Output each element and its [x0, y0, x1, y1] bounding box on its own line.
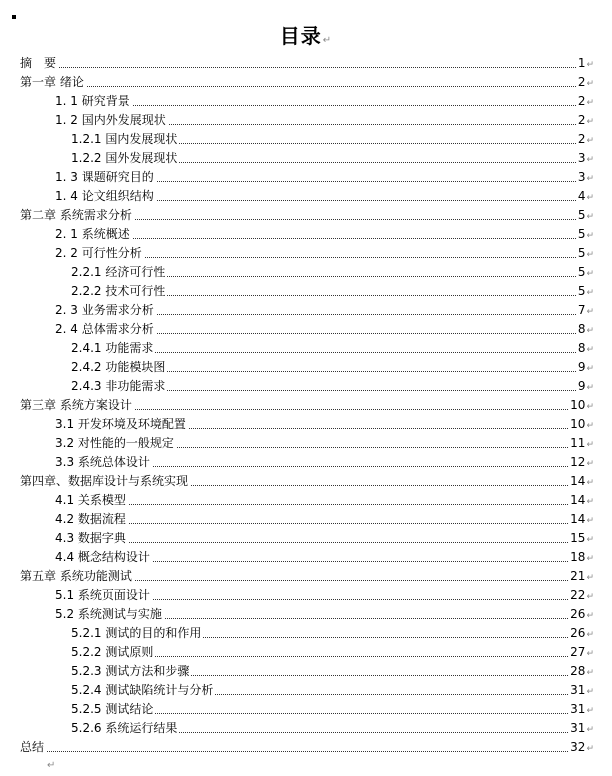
toc-entry-text: 5.2 系统测试与实施: [55, 605, 164, 624]
toc-entry-text: 1. 4 论文组织结构: [55, 187, 156, 206]
toc-page-number: 2: [577, 75, 586, 89]
toc-entry-page: [568, 719, 594, 740]
toc-entry[interactable]: [0, 491, 612, 510]
toc-entry[interactable]: [0, 54, 612, 73]
toc-entry-page: [576, 54, 594, 75]
toc-entry-text: 2. 1 系统概述: [55, 225, 132, 244]
toc-entry-text: 2.4.1 功能需求: [71, 339, 155, 358]
toc-entry-text: 摘 要: [20, 54, 58, 73]
toc-entry[interactable]: [0, 377, 612, 396]
toc-page-number: 1: [577, 56, 586, 70]
toc-entry[interactable]: [0, 396, 612, 415]
toc-entry-page: [576, 244, 594, 265]
paragraph-mark-icon: ↵: [586, 383, 594, 393]
toc-page-number: 4: [577, 189, 586, 203]
toc-entry-page: [568, 567, 594, 588]
toc-page-number: 31: [570, 721, 586, 735]
toc-entry[interactable]: [0, 700, 612, 719]
toc-page-number: 9: [577, 360, 586, 374]
paragraph-mark-icon: ↵: [586, 687, 594, 697]
toc-entry-page: [576, 263, 594, 284]
toc-entry-page: [576, 225, 594, 246]
toc-entry[interactable]: [0, 263, 612, 282]
toc-entry-page: [576, 358, 594, 379]
toc-page-number: 5: [577, 284, 586, 298]
paragraph-mark-icon: ↵: [47, 760, 56, 771]
paragraph-mark-icon: ↵: [586, 725, 594, 735]
toc-entry-text: 1.2.2 国外发展现状: [71, 149, 179, 168]
toc-entry-text: 2.4.2 功能模块图: [71, 358, 167, 377]
toc-entry-page: [568, 529, 594, 550]
toc-entry[interactable]: [0, 662, 612, 681]
paragraph-mark-icon: ↵: [586, 421, 594, 431]
toc-entry[interactable]: [0, 111, 612, 130]
toc-entry-text: 3.3 系统总体设计: [55, 453, 152, 472]
toc-page-number: 21: [570, 569, 586, 583]
toc-entry[interactable]: [0, 719, 612, 738]
toc-entry[interactable]: [0, 453, 612, 472]
toc-entry[interactable]: [0, 168, 612, 187]
toc-entry-text: 2. 3 业务需求分析: [55, 301, 156, 320]
toc-entry-page: [568, 586, 594, 607]
paragraph-mark-icon: ↵: [586, 174, 594, 184]
toc-entry[interactable]: [0, 225, 612, 244]
toc-entry-text: 2. 2 可行性分析: [55, 244, 144, 263]
paragraph-mark-icon: ↵: [586, 478, 594, 488]
toc-entry-page: [576, 149, 594, 170]
paragraph-mark-icon: ↵: [586, 440, 594, 450]
toc-entry[interactable]: [0, 415, 612, 434]
toc-page-number: 9: [577, 379, 586, 393]
paragraph-mark-icon: ↵: [586, 60, 594, 70]
toc-entry[interactable]: [0, 586, 612, 605]
toc-page-number: 10: [570, 417, 586, 431]
toc-entry[interactable]: [0, 130, 612, 149]
paragraph-mark-icon: ↵: [586, 307, 594, 317]
toc-entry-text: 1. 1 研究背景: [55, 92, 132, 111]
toc-entry-text: 3.1 开发环境及环境配置: [55, 415, 188, 434]
toc-entry-text: 5.1 系统页面设计: [55, 586, 152, 605]
paragraph-mark-icon: ↵: [586, 326, 594, 336]
paragraph-anchor-marker: [12, 15, 16, 19]
toc-entry-text: 5.2.1 测试的目的和作用: [71, 624, 203, 643]
toc-entry[interactable]: [0, 567, 612, 586]
paragraph-mark-icon: ↵: [586, 193, 594, 203]
toc-page-number: 8: [577, 322, 586, 336]
toc-entry[interactable]: [0, 206, 612, 225]
toc-entry-text: 2.2.1 经济可行性: [71, 263, 167, 282]
toc-entry[interactable]: [0, 681, 612, 700]
toc-page-number: 5: [577, 246, 586, 260]
toc-page-number: 22: [570, 588, 586, 602]
toc-entry[interactable]: [0, 282, 612, 301]
toc-entry-page: [568, 700, 594, 721]
paragraph-mark-icon: ↵: [586, 554, 594, 564]
paragraph-mark-icon: ↵: [586, 592, 594, 602]
toc-entry-page: [568, 472, 594, 493]
toc-entry-page: [568, 681, 594, 702]
toc-page-number: 12: [570, 455, 586, 469]
paragraph-mark-icon: ↵: [586, 288, 594, 298]
toc-leader-dots: [55, 542, 584, 543]
toc-page-number: 28: [570, 664, 586, 678]
toc-entry-text: 3.2 对性能的一般规定: [55, 434, 176, 453]
toc-entry-text: 2. 4 总体需求分析: [55, 320, 156, 339]
paragraph-mark-icon: ↵: [586, 630, 594, 640]
paragraph-mark-icon: ↵: [586, 706, 594, 716]
toc-entry-text: 5.2.4 测试缺陷统计与分析: [71, 681, 215, 700]
toc-entry[interactable]: [0, 320, 612, 339]
toc-entry-text: 1. 2 国内外发展现状: [55, 111, 168, 130]
toc-entry-page: [576, 187, 594, 208]
toc-entry-text: 5.2.3 测试方法和步骤: [71, 662, 191, 681]
paragraph-mark-icon: ↵: [586, 573, 594, 583]
toc-entry-text: 第四章、数据库设计与系统实现: [20, 472, 190, 491]
toc-page-number: 15: [570, 531, 586, 545]
toc-entry-page: [568, 434, 594, 455]
toc-entry-text: 4.2 数据流程: [55, 510, 128, 529]
toc-entry-text: 1. 3 课题研究目的: [55, 168, 156, 187]
toc-entry-page: [576, 301, 594, 322]
toc-leader-dots: [55, 238, 584, 239]
toc-entry-page: [568, 643, 594, 664]
toc-entry[interactable]: [0, 643, 612, 662]
paragraph-mark-icon: ↵: [586, 250, 594, 260]
paragraph-mark-icon: ↵: [586, 535, 594, 545]
toc-entry[interactable]: [0, 187, 612, 206]
toc-entry[interactable]: [0, 149, 612, 168]
toc-leader-dots: [55, 523, 584, 524]
toc-page-number: 5: [577, 265, 586, 279]
toc-entry-page: [568, 491, 594, 512]
toc-page-number: 7: [577, 303, 586, 317]
toc-leader-dots: [55, 105, 584, 106]
toc-page-number: 3: [577, 151, 586, 165]
toc-entry-text: 4.1 关系模型: [55, 491, 128, 510]
paragraph-mark-icon: ↵: [586, 98, 594, 108]
toc-entry[interactable]: [0, 358, 612, 377]
paragraph-mark-icon: ↵: [586, 611, 594, 621]
toc-page-number: 2: [577, 113, 586, 127]
toc-entry[interactable]: [0, 529, 612, 548]
toc-entry[interactable]: [0, 510, 612, 529]
paragraph-mark-icon: ↵: [586, 345, 594, 355]
toc-page-number: 2: [577, 132, 586, 146]
toc-leader-dots: [20, 86, 584, 87]
toc-entry-page: [568, 453, 594, 474]
paragraph-mark-icon: ↵: [586, 516, 594, 526]
toc-entry-page: [576, 111, 594, 132]
toc-page-number: 14: [570, 474, 586, 488]
toc-entry-page: [568, 510, 594, 531]
toc-entry[interactable]: [0, 301, 612, 320]
toc-page-number: 14: [570, 493, 586, 507]
toc-entry-page: [576, 206, 594, 227]
toc-entry[interactable]: [0, 738, 612, 757]
paragraph-mark-icon: ↵: [322, 35, 333, 46]
toc-entry-page: [568, 415, 594, 436]
paragraph-mark-icon: ↵: [586, 79, 594, 89]
toc-entry[interactable]: [0, 434, 612, 453]
paragraph-mark-icon: ↵: [586, 364, 594, 374]
toc-page-number: 26: [570, 607, 586, 621]
toc-entry-text: 4.4 概念结构设计: [55, 548, 152, 567]
toc-entry-page: [576, 73, 594, 94]
toc-entry-text: 4.3 数据字典: [55, 529, 128, 548]
toc-page-number: 10: [570, 398, 586, 412]
paragraph-mark-icon: ↵: [586, 212, 594, 222]
toc-entry-text: 2.2.2 技术可行性: [71, 282, 167, 301]
toc-title-text: 目录: [279, 24, 322, 48]
toc-page-number: 31: [570, 683, 586, 697]
toc-page-number: 11: [570, 436, 586, 450]
paragraph-mark-icon: ↵: [586, 649, 594, 659]
toc-page-number: 14: [570, 512, 586, 526]
toc-entry-page: [568, 605, 594, 626]
toc-entry-page: [576, 339, 594, 360]
toc-page-number: 8: [577, 341, 586, 355]
paragraph-mark-icon: ↵: [586, 497, 594, 507]
toc-entry-page: [568, 624, 594, 645]
toc-page-number: 5: [577, 208, 586, 222]
paragraph-mark-icon: ↵: [586, 155, 594, 165]
toc-entry-text: 5.2.2 测试原则: [71, 643, 155, 662]
toc-page-number: 3: [577, 170, 586, 184]
toc-entry-page: [568, 738, 594, 759]
paragraph-mark-icon: ↵: [586, 459, 594, 469]
toc-entry[interactable]: [0, 548, 612, 567]
toc-entry-page: [576, 282, 594, 303]
toc-page-number: 18: [570, 550, 586, 564]
paragraph-mark-icon: ↵: [586, 269, 594, 279]
toc-entry-page: [576, 168, 594, 189]
toc-leader-dots: [20, 67, 584, 68]
toc-entry-page: [568, 396, 594, 417]
paragraph-mark-icon: ↵: [586, 231, 594, 241]
toc-leader-dots: [20, 751, 584, 752]
toc-entry-page: [576, 377, 594, 398]
toc-page-number: 31: [570, 702, 586, 716]
toc-entry[interactable]: [0, 244, 612, 263]
toc-entry[interactable]: [0, 73, 612, 92]
paragraph-mark-icon: ↵: [586, 402, 594, 412]
toc-page-number: 32: [570, 740, 586, 754]
toc-page-number: 26: [570, 626, 586, 640]
toc-entry-text: 第一章 绪论: [20, 73, 86, 92]
toc-entry-text: 2.4.3 非功能需求: [71, 377, 167, 396]
toc-entry-page: [568, 662, 594, 683]
paragraph-mark-icon: ↵: [586, 744, 594, 754]
paragraph-mark-icon: ↵: [586, 136, 594, 146]
toc-entry[interactable]: [0, 92, 612, 111]
toc-entry-page: [576, 92, 594, 113]
toc-entry-page: [568, 548, 594, 569]
toc-entry-text: 1.2.1 国内发展现状: [71, 130, 179, 149]
toc-entry-text: 5.2.5 测试结论: [71, 700, 155, 719]
paragraph-mark-icon: ↵: [586, 668, 594, 678]
toc-entry-text: 第二章 系统需求分析: [20, 206, 134, 225]
toc-entry-page: [576, 130, 594, 151]
toc-title: [0, 20, 612, 49]
toc-page-number: 2: [577, 94, 586, 108]
toc-entry[interactable]: [0, 605, 612, 624]
toc-entry[interactable]: [0, 472, 612, 491]
toc-entry-text: 总结: [20, 738, 46, 757]
toc-entry-text: 第三章 系统方案设计: [20, 396, 134, 415]
toc-entry-text: 第五章 系统功能测试: [20, 567, 134, 586]
toc-page-number: 27: [570, 645, 586, 659]
toc-entry-page: [576, 320, 594, 341]
toc-entry[interactable]: [0, 339, 612, 358]
toc-entry-text: 5.2.6 系统运行结果: [71, 719, 179, 738]
toc-page-number: 5: [577, 227, 586, 241]
paragraph-mark-icon: ↵: [586, 117, 594, 127]
toc-entry[interactable]: [0, 624, 612, 643]
toc-leader-dots: [55, 504, 584, 505]
